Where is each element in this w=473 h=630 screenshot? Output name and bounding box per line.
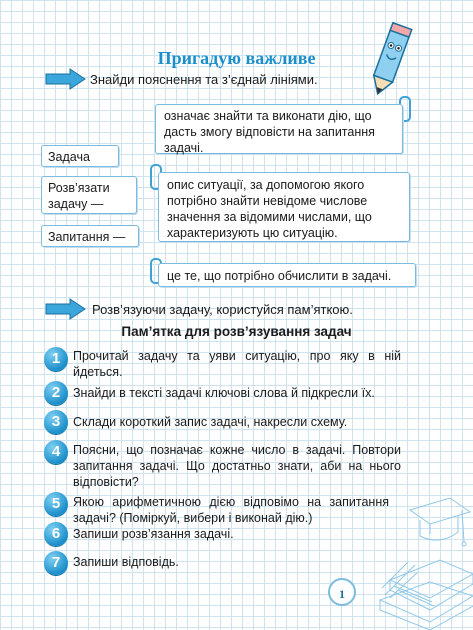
task-arrow-icon [44, 68, 86, 90]
page-number: 1 [339, 587, 345, 601]
definition-text-3: це те, що потрібно обчислити в задачі. [167, 269, 392, 283]
step-text-5: Якою арифметичною дією відповімо на запитання задачі? (Поміркуй, вибери і виконай дію.) [73, 495, 389, 525]
task-arrow-icon [44, 298, 86, 320]
step-text-4: Поясни, що позначає кожне число в задачі. Повтори запитання задачі. Що достатньо знати, аби на нього відповісти? [73, 443, 401, 489]
step-number-badge: 4 [44, 440, 68, 464]
term-text-2: Розв’язати задачу — [48, 181, 110, 211]
pencil-mascot-icon [362, 20, 418, 100]
definition-box-3[interactable] [158, 263, 416, 287]
step-number-badge: 5 [44, 492, 68, 516]
page-title: Пригадую важливе [157, 48, 316, 68]
step-number-badge: 7 [44, 551, 68, 575]
page-number-badge [328, 578, 356, 606]
step-text-3: Склади короткий запис задачі, накресли схему. [73, 415, 348, 429]
definition-box-1[interactable] [155, 104, 403, 154]
memo-heading: Пам’ятка для розв’язування задач [121, 324, 352, 339]
step-number-badge: 6 [44, 522, 68, 546]
term-text-1: Задача [48, 150, 90, 164]
term-box-3[interactable] [41, 225, 139, 247]
step-text-2: Знайди в тексті задачі ключові слова й підкресли їх. [73, 386, 375, 400]
step-text-7: Запиши відповідь. [73, 555, 179, 569]
term-box-2[interactable] [41, 176, 137, 214]
term-box-1[interactable] [41, 145, 119, 167]
step-text-6: Запиши розв’язання задачі. [73, 527, 234, 541]
term-text-3: Запитання — [48, 230, 126, 244]
definition-box-2[interactable] [158, 172, 410, 242]
step-number-badge: 2 [44, 381, 68, 405]
definition-text-2: опис ситуації, за допомогою якого потрібно знайти невідоме числове значення за відомими числами, що характеризують цю ситуацію. [167, 178, 372, 240]
task1-instruction: Знайди пояснення та з’єднай лініями. [90, 72, 318, 87]
task2-instruction: Розв’язуючи задачу, користуйся пам’яткою. [92, 302, 353, 317]
step-number-badge: 1 [44, 347, 68, 371]
definition-text-1: означає знайти та виконати дію, що дасть змогу відповісти на запитання задачі. [164, 109, 375, 155]
books-graduation-cap-icon [370, 470, 473, 630]
step-number-badge: 3 [44, 410, 68, 434]
step-text-1: Прочитай задачу та уяви ситуацію, про яку в ній йдеться. [73, 349, 401, 379]
decorative-rays-icon [380, 560, 420, 600]
